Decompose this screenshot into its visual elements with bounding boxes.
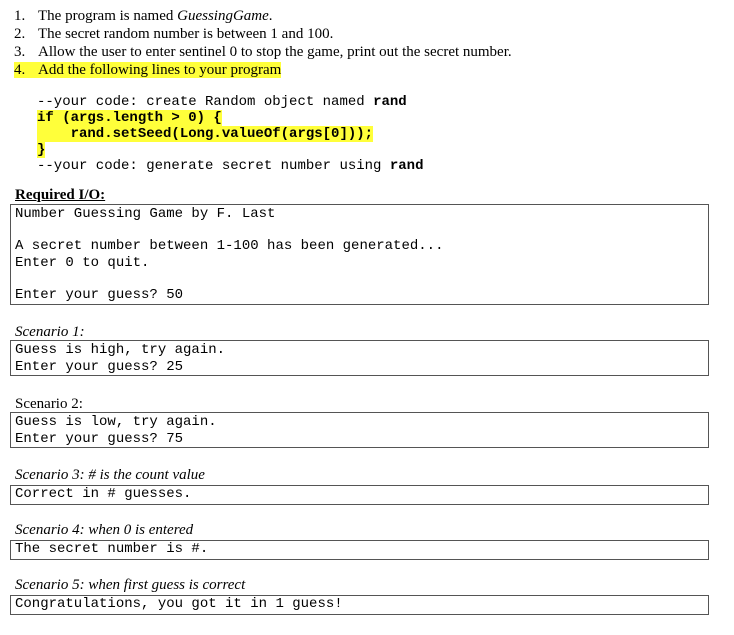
io-line: The secret number is #. [15, 541, 209, 557]
io-line: Congratulations, you got it in 1 guess! [15, 596, 343, 612]
scenario-caption: Scenario 5: when first guess is correct [15, 577, 246, 593]
code-line [37, 142, 423, 158]
code-if-statement: if (args.length > 0) { [37, 110, 222, 126]
required-io-title: Required I/O: [15, 187, 106, 203]
list-number: 4. [14, 62, 26, 78]
code-closing-brace: } [37, 142, 46, 158]
requirement-text: Add the following lines to your program [38, 62, 282, 78]
list-number: 3. [14, 44, 26, 60]
scenario-1-box [10, 340, 709, 376]
requirement-item [14, 25, 714, 43]
code-line [37, 110, 423, 126]
code-setseed-statement: rand.setSeed(Long.valueOf(args[0])); [37, 126, 374, 142]
required-io-box [10, 204, 709, 305]
requirement-text: The program is named [38, 8, 178, 24]
scenario-caption: Scenario 3: # is the count value [15, 467, 205, 483]
io-line: Enter your guess? 50 [15, 287, 184, 303]
io-line: Guess is low, try again. [15, 414, 217, 430]
requirement-item [14, 7, 714, 25]
scenario-5-box [10, 595, 709, 615]
scenario-4-box [10, 540, 709, 560]
scenario-caption: Scenario 1: [15, 324, 85, 340]
requirement-item-highlighted [14, 61, 714, 79]
code-identifier: rand [389, 158, 424, 174]
io-line: Correct in # guesses. [15, 486, 192, 502]
scenario-3-box [10, 485, 709, 505]
io-line: Guess is high, try again. [15, 342, 226, 358]
code-comment: --your code: generate secret number using [37, 158, 390, 174]
requirement-item [14, 43, 714, 61]
io-line: Enter your guess? 25 [15, 359, 184, 375]
code-comment: --your code: create Random object named [37, 94, 374, 110]
io-line: Number Guessing Game by F. Last [15, 206, 276, 222]
scenario-caption: Scenario 2: [15, 396, 83, 412]
io-line: A secret number between 1-100 has been generated... [15, 238, 444, 254]
io-line: Enter your guess? 75 [15, 431, 184, 447]
requirements-list [14, 7, 714, 79]
scenario-2-box [10, 412, 709, 448]
code-line [37, 94, 423, 110]
requirement-text: The secret random number is between 1 and 100. [38, 26, 334, 42]
code-identifier: rand [373, 94, 407, 110]
code-snippet [37, 94, 423, 174]
list-number: 1. [14, 8, 26, 24]
requirement-text: . [268, 8, 273, 24]
list-number: 2. [14, 26, 26, 42]
program-name: GuessingGame [177, 8, 269, 24]
code-line [37, 158, 423, 174]
code-line [37, 126, 423, 142]
io-line: Enter 0 to quit. [15, 255, 150, 271]
scenario-caption: Scenario 4: when 0 is entered [15, 522, 194, 538]
requirement-text: Allow the user to enter sentinel 0 to stop the game, print out the secret number. [38, 44, 512, 60]
